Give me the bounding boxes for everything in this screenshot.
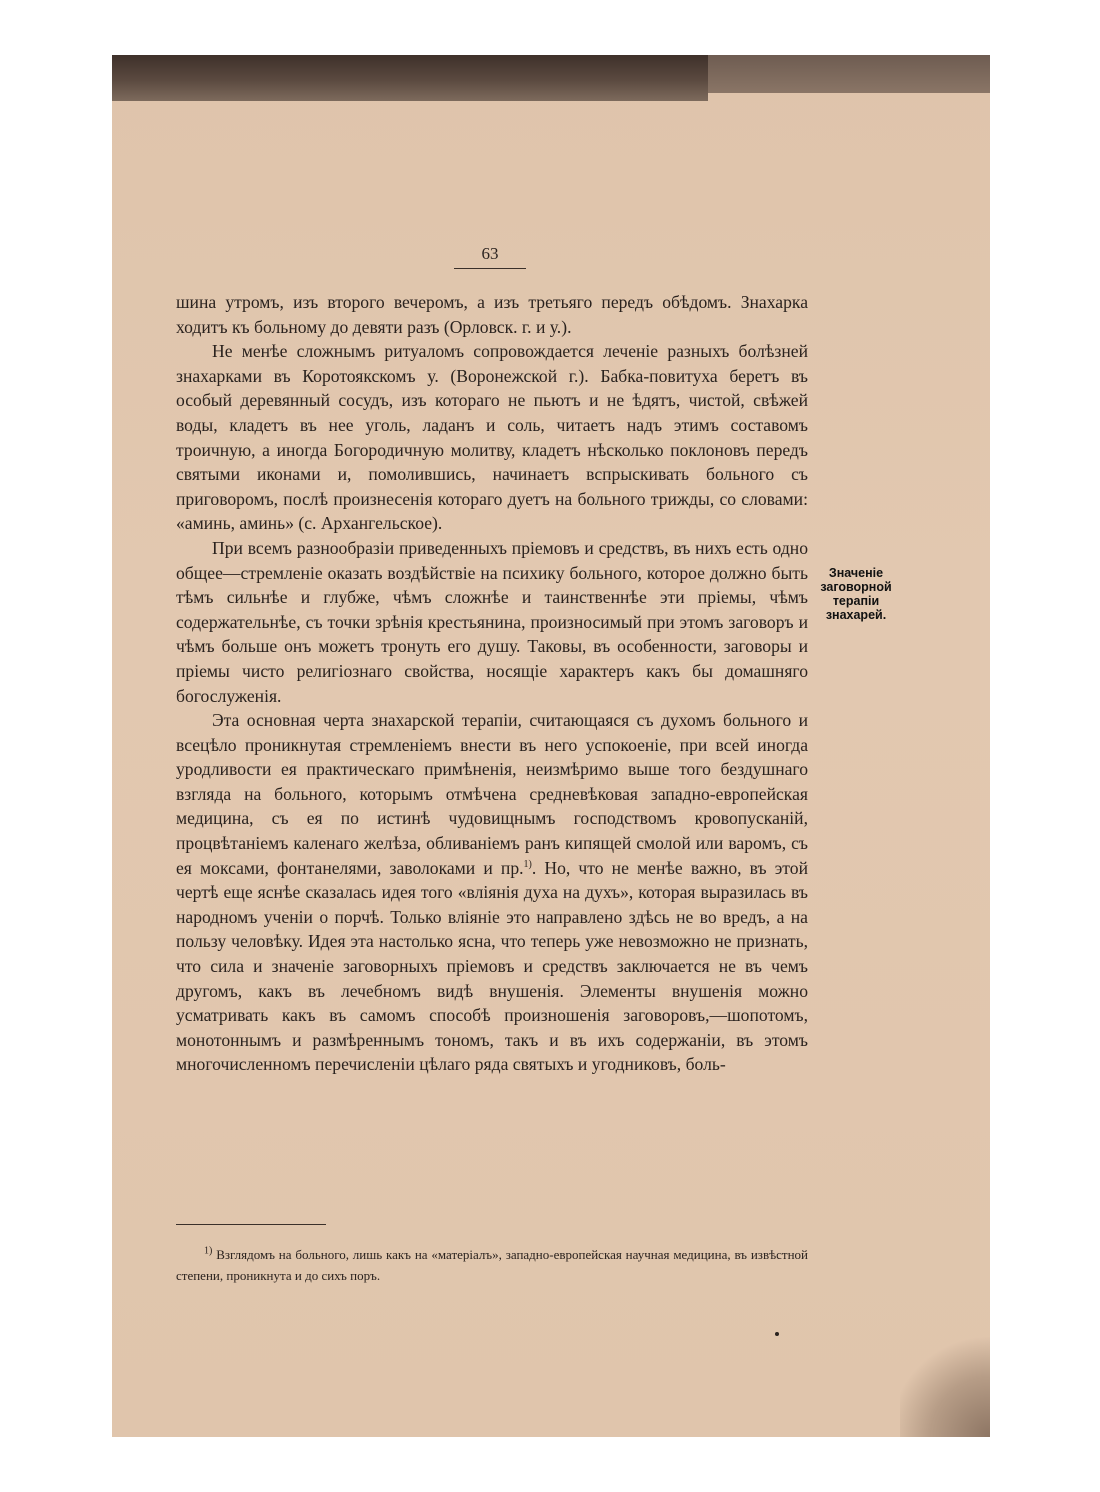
footnote-ref: 1) xyxy=(523,858,532,870)
marginal-note-line-3: терапіи xyxy=(832,594,880,608)
page-number: 63 xyxy=(454,244,526,269)
footnote-marker: 1) xyxy=(204,1245,213,1257)
marginal-note-line-2: заговорной xyxy=(820,580,892,594)
paragraph-4 xyxy=(176,708,808,1077)
body-text xyxy=(176,290,808,1077)
marginal-note-line-4: знахарей. xyxy=(825,608,887,622)
footnote-text: Взглядомъ на больного, лишь какъ на «матеріалъ», западно-европейская научная медицина, въ извѣстной степени, проникнута и до сихъ поръ. xyxy=(176,1247,809,1283)
footnote xyxy=(176,1244,808,1286)
footnote-divider xyxy=(176,1224,326,1225)
paragraph-3: При всемъ разнообразіи приведенныхъ пріемовъ и средствъ, въ нихъ есть одно общее—стремленіе оказать воздѣйствіе на психику больного, которое должно быть тѣмъ сильнѣе и глубже, чѣмъ сложнѣе и таинственнѣе эти пріемы, чѣмъ содержательнѣе, съ точки зрѣнія крестьянина, произносимый при этомъ заговоръ и чѣмъ больше онъ можетъ тронуть его душу. Таковы, въ особенности, заговоры и пріемы чисто религіознаго свойства, носящіе характеръ какъ бы домашняго богослуженія. xyxy=(176,537,808,706)
paragraph-4-text-b: . Но, что не менѣе важно, въ этой чертѣ еще яснѣе сказалась идея того «вліянія духа на духъ», которая выразилась въ народномъ ученіи о порчѣ. Только вліяніе это направлено здѣсь не во вредъ, а на пользу человѣку. Идея эта настолько ясна, что теперь уже невозможно не признать, что сила и значеніе заговорныхъ пріемовъ и средствъ заключается не въ чемъ другомъ, какъ въ лечебномъ видѣ внушенія. Элементы внушенія можно усматривать какъ въ самомъ способѣ произношенія заговоровъ,—шопотомъ, монотоннымъ и размѣреннымъ тономъ, такъ и въ ихъ содержаніи, въ этомъ многочисленномъ перечисленіи цѣлаго ряда святыхъ и угодниковъ, боль- xyxy=(176,857,808,1075)
paragraph-2: Не менѣе сложнымъ ритуаломъ сопровождается леченіе разныхъ болѣзней знахарками въ Коротоякскомъ у. (Воронежской г.). Бабка-повитуха беретъ въ особый деревянный сосудъ, изъ котораго не пьютъ и не ѣдятъ, чистой, свѣжей воды, кладетъ въ нее уголь, ладанъ и соль, читаетъ надъ этимъ составомъ троичную, а иногда Богородичную молитву, кладетъ нѣсколько поклоновъ передъ святыми иконами и, помолившись, начинаетъ вспрыскивать больного съ приговоромъ, послѣ произнесенія котораго дуетъ на больного трижды, со словами: «аминь, аминь» (с. Архангельское). xyxy=(176,341,808,534)
paragraph-1: шина утромъ, изъ второго вечеромъ, а изъ третьяго передъ обѣдомъ. Знахарка ходитъ къ больному до девяти разъ (Орловск. г. и у.). xyxy=(176,292,808,337)
page-top-edge-shadow xyxy=(112,55,708,101)
paragraph-4-text-a: Эта основная черта знахарской терапіи, считающаяся съ духомъ больного и всецѣло проникнутая стремленіемъ внести въ него успокоеніе, при всей иногда уродливости ея практическаго примѣненія, неизмѣримо выше того бездушнаго взгляда на больного, которымъ отмѣчена средневѣковая западно-европейская медицина, съ ея по истинѣ чудовищнымъ господствомъ кровопусканій, процвѣтаніемъ каленаго желѣза, обливаніемъ ранъ кипящей смолой или варомъ, съ ея моксами, фонтанелями, заволоками и пр. xyxy=(176,710,808,878)
marginal-note-line-1: Значеніе xyxy=(828,566,884,580)
ink-speck xyxy=(775,1332,779,1336)
marginal-note xyxy=(810,566,902,622)
page-corner-shadow xyxy=(900,1337,990,1437)
page-top-edge-shadow-right xyxy=(708,55,990,93)
